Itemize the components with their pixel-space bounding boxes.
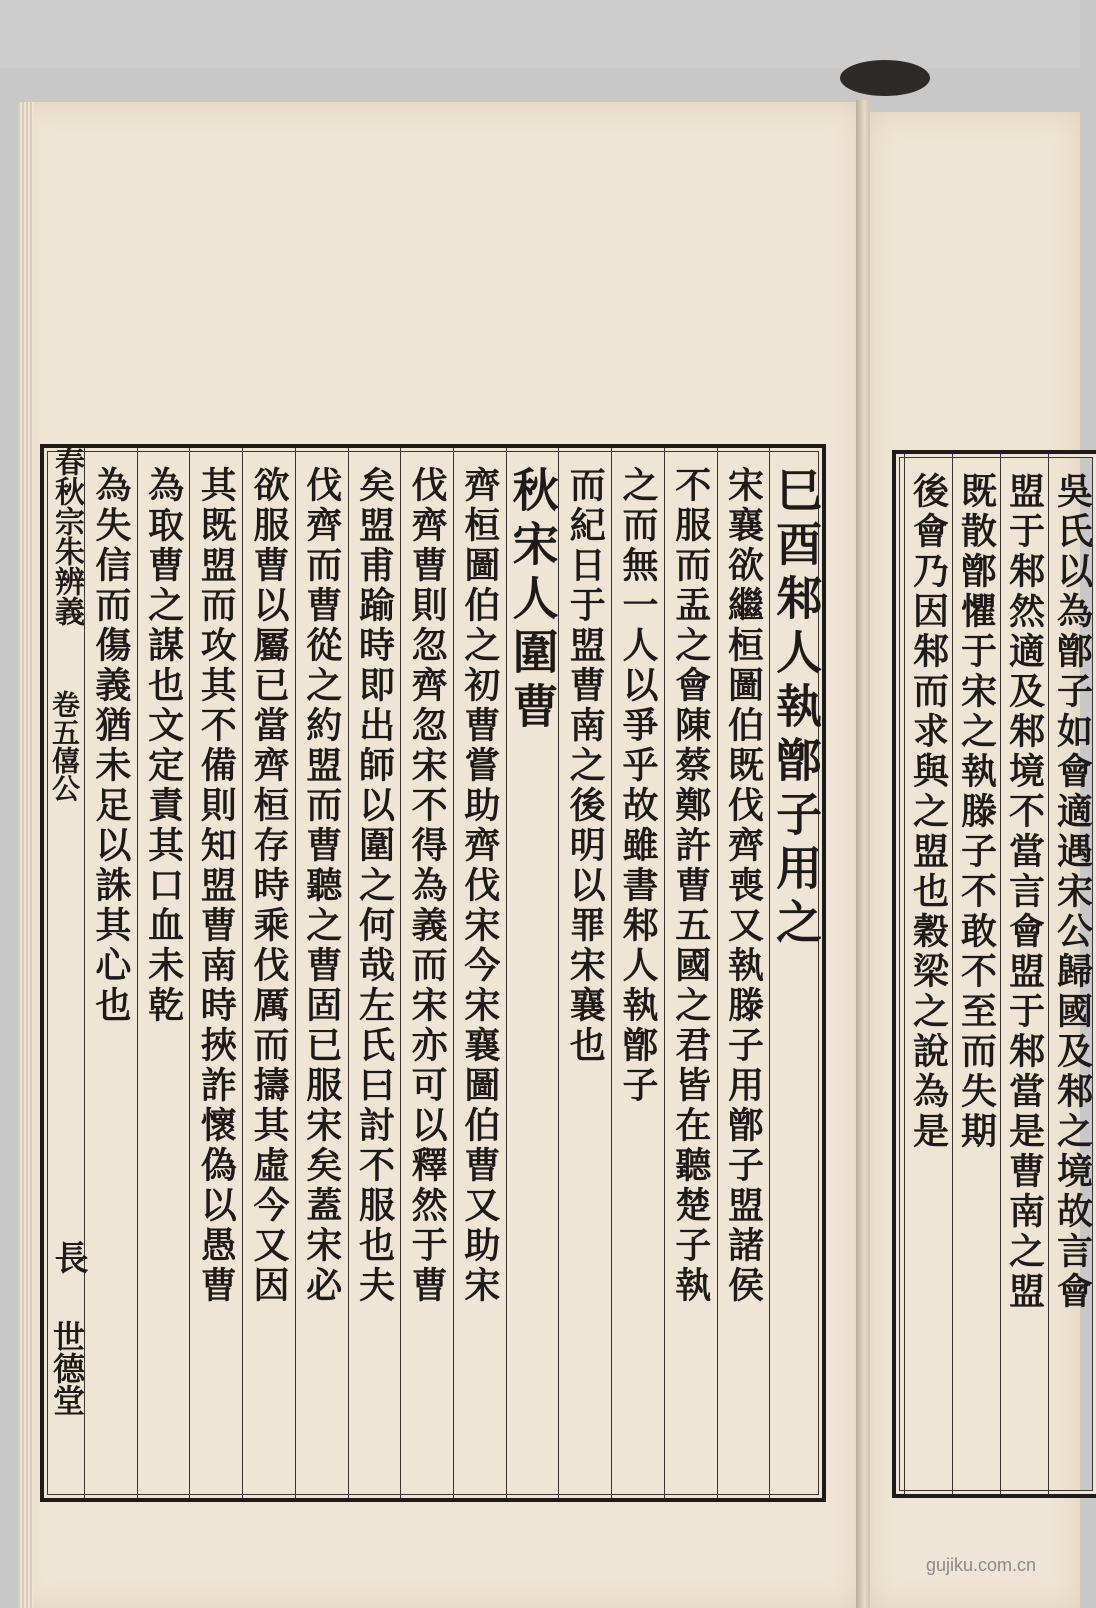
commentary-text: 欲服曹以屬已當齊桓存時乘伐厲而擣其虛今又因 [248,466,290,1306]
text-column [295,448,348,1498]
text-column [611,448,664,1498]
commentary-text: 矣盟甫踰時即出師以圍之何哉左氏曰討不服也夫 [353,466,396,1306]
text-column [558,448,611,1498]
commentary-text: 既散鄫懼于宋之執滕子不敢不至而失期 [955,472,998,1152]
margin-volume: 卷五僖公 [48,690,81,802]
text-column [137,448,190,1498]
commentary-text: 齊桓圖伯之初曹嘗助齊伐宋今宋襄圖伯曹又助宋 [458,466,501,1306]
margin-publisher: 世德堂 [48,1320,86,1416]
text-column [1000,454,1048,1494]
text-column [1048,454,1096,1494]
commentary-text: 之而無一人以爭乎故雖書邾人執鄫子 [617,466,659,1106]
commentary-text: 後會乃因邾而求與之盟也穀梁之說為是 [907,472,950,1152]
scan-background [0,0,1080,68]
entry-heading: 秋宋人圍曹 [505,466,560,736]
left-text-frame [40,444,826,1502]
scan-shadow-mark [840,60,930,96]
text-column [189,448,242,1498]
text-column [400,448,453,1498]
commentary-text: 吳氏以為鄫子如會適遇宋公歸國及邾之境故言會 [1051,472,1094,1312]
commentary-text: 宋襄欲繼桓圖伯既伐齊喪又執滕子用鄫子盟諸侯 [722,466,765,1306]
text-column [348,448,401,1498]
margin-title: 春秋宗朱辨義 [49,446,84,626]
text-column [769,448,822,1498]
text-column [84,448,137,1498]
text-column [904,454,952,1494]
text-column [506,448,559,1498]
right-text-frame [892,450,1096,1498]
text-column [717,448,770,1498]
entry-heading: 巳酉邾人執鄫子用之 [769,466,824,952]
commentary-text: 伐齊而曹從之約盟而曹聽之曹固已服宋矣蓋宋必 [300,466,343,1306]
book-gutter [856,100,870,1608]
commentary-text: 為取曹之謀也文定責其口血未乾 [142,466,185,1026]
page-stack-edge [18,102,34,1608]
commentary-text: 為失信而傷義猶未足以誅其心也 [89,466,132,1026]
watermark: gujiku.com.cn [925,1555,1036,1575]
commentary-text: 盟于邾然適及邾境不當言會盟于邾當是曹南之盟 [1003,472,1046,1312]
margin-foot-mark: 長 [48,1240,88,1274]
text-column [453,448,506,1498]
text-column [952,454,1000,1494]
text-column [242,448,295,1498]
commentary-text: 伐齊曹則忽齊忽宋不得為義而宋亦可以釋然于曹 [406,466,449,1306]
text-column [664,448,717,1498]
commentary-text: 不服而盂之會陳蔡鄭許曹五國之君皆在聽楚子執 [669,466,712,1306]
commentary-text: 其既盟而攻其不備則知盟曹南時挾詐懷偽以愚曹 [195,466,238,1306]
commentary-text: 而紀日于盟曹南之後明以罪宋襄也 [564,466,607,1066]
